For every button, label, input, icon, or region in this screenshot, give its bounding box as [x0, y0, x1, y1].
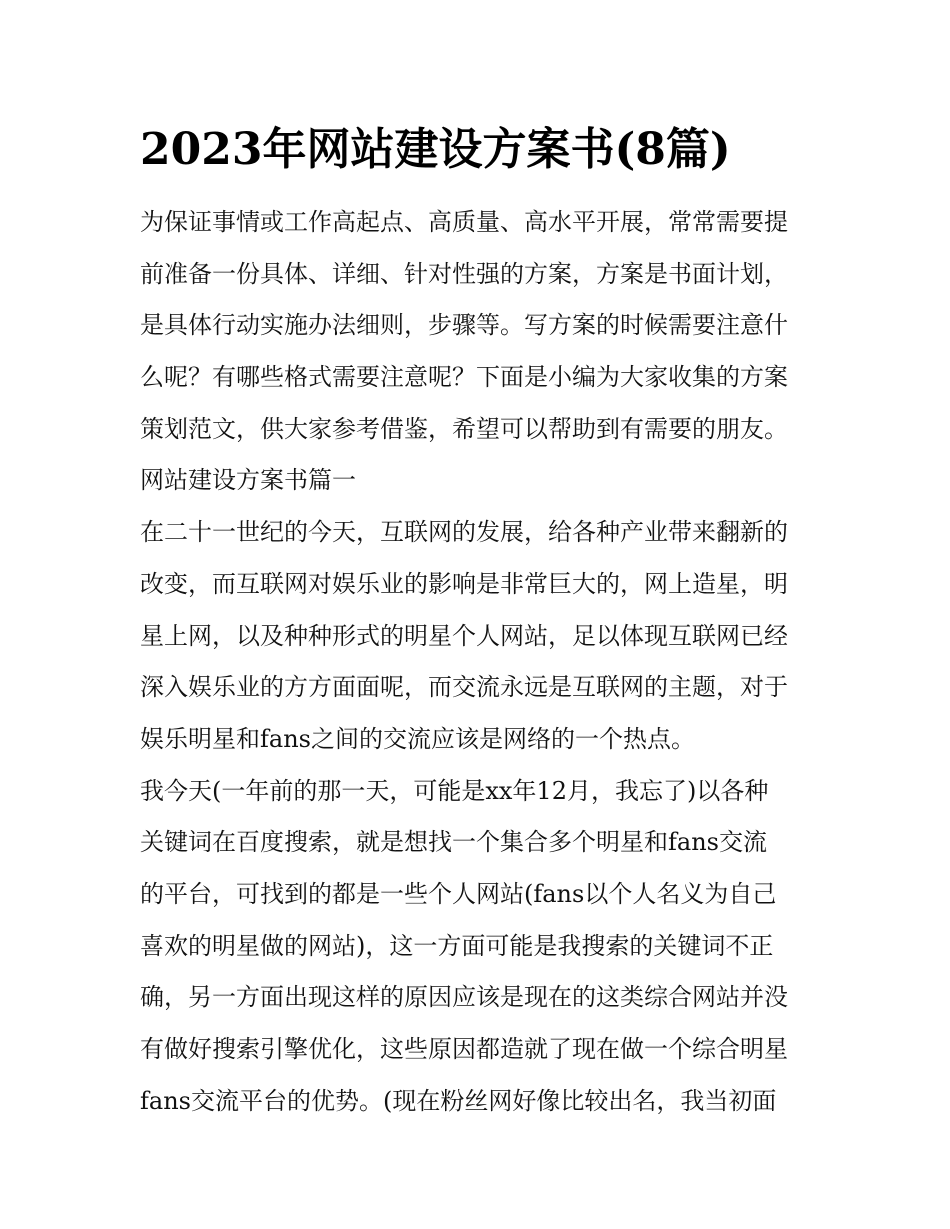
paragraph-line: 深入娱乐业的方方面面呢，而交流永远是互联网的主题，对于: [140, 673, 788, 702]
paragraph-line: 娱乐明星和fans之间的交流应该是网络的一个热点。: [140, 724, 695, 753]
document-body: [140, 197, 815, 1127]
paragraph-line: fans交流平台的优势。(现在粉丝网好像比较出名，我当初面: [140, 1086, 777, 1115]
paragraph-line: 有做好搜索引擎优化，这些原因都造就了现在做一个综合明星: [140, 1035, 788, 1063]
paragraph-line: 我今天(一年前的那一天，可能是xx年12月，我忘了)以各种: [140, 776, 769, 805]
paragraph-line: 改变，而互联网对娱乐业的影响是非常巨大的，网上造星，明: [140, 569, 788, 598]
paragraph-line: 确，另一方面出现这样的原因应该是现在的这类综合网站并没: [140, 983, 788, 1012]
paragraph-line: 为保证事情或工作高起点、高质量、高水平开展，常常需要提: [140, 208, 788, 236]
paragraph-line: 的平台，可找到的都是一些个人网站(fans以个人名义为自己: [140, 879, 777, 908]
section-heading: 网站建设方案书篇一: [140, 466, 356, 495]
paragraph-line: 在二十一世纪的今天，互联网的发展，给各种产业带来翻新的: [140, 518, 788, 547]
paragraph-line: 喜欢的明星做的网站)，这一方面可能是我搜索的关键词不正: [140, 931, 774, 960]
document-title: 2023年网站建设方案书(8篇): [140, 124, 731, 175]
paragraph-line: 么呢？有哪些格式需要注意呢？下面是小编为大家收集的方案: [140, 363, 788, 392]
paragraph-line: 关键词在百度搜索，就是想找一个集合多个明星和fans交流: [140, 828, 767, 857]
paragraph-line: 是具体行动实施办法细则，步骤等。写方案的时候需要注意什: [140, 311, 788, 340]
paragraph-line: 前准备一份具体、详细、针对性强的方案，方案是书面计划，: [140, 259, 788, 288]
paragraph-line: 策划范文，供大家参考借鉴，希望可以帮助到有需要的朋友。: [140, 414, 788, 443]
paragraph-line: 星上网，以及种种形式的明星个人网站，足以体现互联网已经: [140, 621, 788, 650]
